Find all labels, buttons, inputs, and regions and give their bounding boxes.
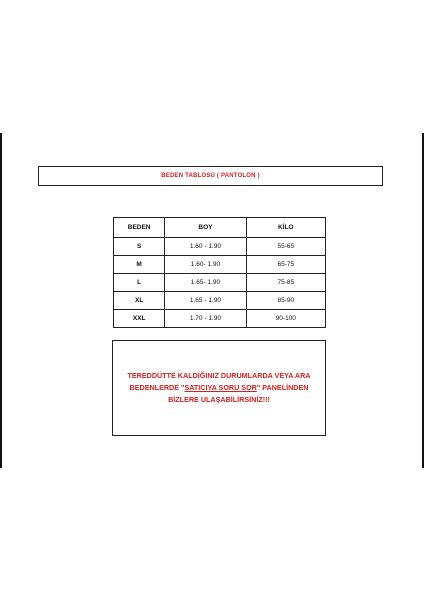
size-table bbox=[113, 217, 326, 328]
title-box bbox=[38, 166, 383, 186]
cell-weight: 85-90 bbox=[246, 292, 325, 310]
cell-height: 1.70 - 1.90 bbox=[165, 310, 246, 328]
table-row bbox=[114, 274, 326, 292]
left-edge-bar bbox=[0, 133, 2, 468]
cell-size: M bbox=[114, 256, 165, 274]
notice-line-3: BİZLERE ULAŞABİLİRSİNİZ!!! bbox=[168, 395, 270, 404]
cell-size: XXL bbox=[114, 310, 165, 328]
size-chart-title: BEDEN TABLOSU ( PANTOLON ) bbox=[161, 173, 260, 179]
notice-line-2-start: BEDENLERDE " bbox=[129, 383, 185, 392]
cell-height: 1.60 - 1.90 bbox=[165, 238, 246, 256]
table-row bbox=[114, 256, 326, 274]
notice-line-2-end: " PANELİNDEN bbox=[256, 383, 309, 392]
header-height: BOY bbox=[165, 218, 246, 238]
cell-size: XL bbox=[114, 292, 165, 310]
cell-height: 1.60- 1.90 bbox=[165, 256, 246, 274]
cell-size: L bbox=[114, 274, 165, 292]
table-header-row bbox=[114, 218, 326, 238]
cell-weight: 55-65 bbox=[246, 238, 325, 256]
ask-seller-panel-label: SATICIYA SORU SOR bbox=[184, 383, 257, 392]
table-row bbox=[114, 292, 326, 310]
cell-size: S bbox=[114, 238, 165, 256]
table-row bbox=[114, 238, 326, 256]
table-row bbox=[114, 310, 326, 328]
notice-text bbox=[127, 370, 310, 406]
notice-line-1: TEREDDÜTTE KALDIĞINIZ DURUMLARDA VEYA ARA bbox=[127, 371, 311, 380]
header-weight: KİLO bbox=[246, 218, 325, 238]
header-size: BEDEN bbox=[114, 218, 165, 238]
cell-height: 1.65- 1.90 bbox=[165, 274, 246, 292]
cell-weight: 65-75 bbox=[246, 256, 325, 274]
cell-weight: 90-100 bbox=[246, 310, 325, 328]
cell-weight: 75-85 bbox=[246, 274, 325, 292]
cell-height: 1.65 - 1.90 bbox=[165, 292, 246, 310]
notice-line-2 bbox=[127, 382, 310, 394]
notice-box bbox=[112, 340, 326, 436]
